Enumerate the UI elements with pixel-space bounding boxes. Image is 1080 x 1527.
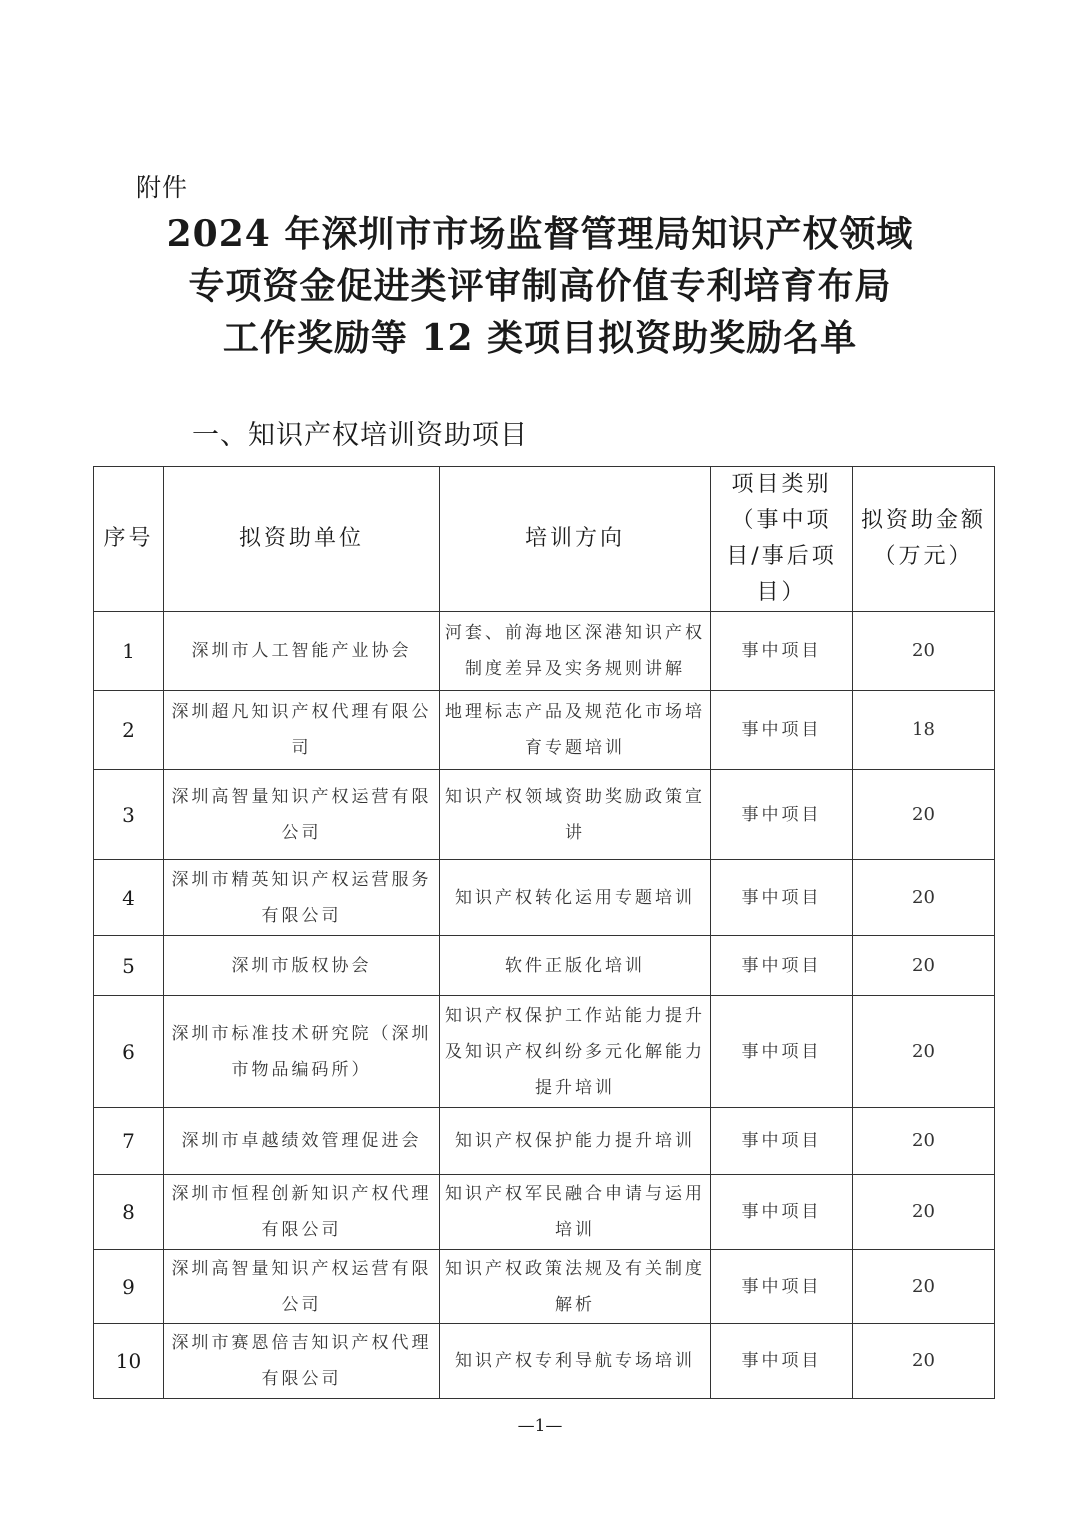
row-direction: 知识产权领域资助奖励政策宣讲: [440, 770, 711, 860]
row-unit: 深圳市人工智能产业协会: [164, 612, 440, 691]
row-seq: 5: [94, 936, 164, 996]
table-row: [94, 691, 995, 770]
award-table: [93, 466, 995, 1399]
row-unit: 深圳市卓越绩效管理促进会: [164, 1108, 440, 1175]
row-category: 事中项目: [711, 1108, 853, 1175]
row-seq: 10: [94, 1324, 164, 1399]
table-row: [94, 1324, 995, 1399]
row-amount: 18: [853, 691, 995, 770]
row-direction: 知识产权军民融合申请与运用培训: [440, 1175, 711, 1250]
row-unit: 深圳高智量知识产权运营有限公司: [164, 770, 440, 860]
row-unit: 深圳市恒程创新知识产权代理有限公司: [164, 1175, 440, 1250]
table-row: [94, 936, 995, 996]
row-amount: 20: [853, 1175, 995, 1250]
title-line-3: 工作奖励等 12 类项目拟资助奖励名单: [222, 317, 858, 359]
row-category: 事中项目: [711, 936, 853, 996]
row-category: 事中项目: [711, 770, 853, 860]
row-amount: 20: [853, 996, 995, 1108]
title-line-1: 2024 年深圳市市场监督管理局知识产权领域: [166, 213, 914, 255]
row-category: 事中项目: [711, 612, 853, 691]
row-amount: 20: [853, 936, 995, 996]
row-direction: 知识产权保护工作站能力提升及知识产权纠纷多元化解能力提升培训: [440, 996, 711, 1108]
row-seq: 6: [94, 996, 164, 1108]
header-unit: 拟资助单位: [164, 467, 440, 612]
table-row: [94, 612, 995, 691]
row-seq: 8: [94, 1175, 164, 1250]
row-unit: 深圳高智量知识产权运营有限公司: [164, 1250, 440, 1324]
row-unit: 深圳市赛恩倍吉知识产权代理有限公司: [164, 1324, 440, 1399]
table-row: [94, 996, 995, 1108]
page-number: —1—: [517, 1416, 563, 1436]
attachment-label: 附件: [136, 173, 189, 202]
table-header-row: [94, 467, 995, 612]
row-amount: 20: [853, 1250, 995, 1324]
row-category: 事中项目: [711, 691, 853, 770]
row-seq: 4: [94, 860, 164, 936]
row-seq: 2: [94, 691, 164, 770]
row-seq: 7: [94, 1108, 164, 1175]
row-direction: 软件正版化培训: [440, 936, 711, 996]
title-line-2: 专项资金促进类评审制高价值专利培育布局: [188, 265, 892, 307]
table-row: [94, 770, 995, 860]
header-amount: 拟资助金额（万元）: [853, 467, 995, 612]
row-amount: 20: [853, 1324, 995, 1399]
row-category: 事中项目: [711, 996, 853, 1108]
row-direction: 知识产权转化运用专题培训: [440, 860, 711, 936]
row-category: 事中项目: [711, 860, 853, 936]
row-direction: 知识产权政策法规及有关制度解析: [440, 1250, 711, 1324]
table-row: [94, 1250, 995, 1324]
row-category: 事中项目: [711, 1250, 853, 1324]
row-amount: 20: [853, 770, 995, 860]
document-title: [90, 208, 990, 364]
row-unit: 深圳市版权协会: [164, 936, 440, 996]
table-row: [94, 1108, 995, 1175]
row-unit: 深圳市标准技术研究院（深圳市物品编码所）: [164, 996, 440, 1108]
row-category: 事中项目: [711, 1175, 853, 1250]
row-direction: 知识产权保护能力提升培训: [440, 1108, 711, 1175]
row-direction: 知识产权专利导航专场培训: [440, 1324, 711, 1399]
header-direction: 培训方向: [440, 467, 711, 612]
row-amount: 20: [853, 860, 995, 936]
section-heading: 一、知识产权培训资助项目: [192, 420, 528, 451]
row-amount: 20: [853, 612, 995, 691]
row-unit: 深圳超凡知识产权代理有限公司: [164, 691, 440, 770]
row-seq: 1: [94, 612, 164, 691]
row-category: 事中项目: [711, 1324, 853, 1399]
header-category: 项目类别（事中项目/事后项目）: [711, 467, 853, 612]
row-seq: 3: [94, 770, 164, 860]
table-row: [94, 1175, 995, 1250]
row-direction: 河套、前海地区深港知识产权制度差异及实务规则讲解: [440, 612, 711, 691]
row-seq: 9: [94, 1250, 164, 1324]
header-seq: 序号: [94, 467, 164, 612]
table-row: [94, 860, 995, 936]
row-unit: 深圳市精英知识产权运营服务有限公司: [164, 860, 440, 936]
row-direction: 地理标志产品及规范化市场培育专题培训: [440, 691, 711, 770]
row-amount: 20: [853, 1108, 995, 1175]
